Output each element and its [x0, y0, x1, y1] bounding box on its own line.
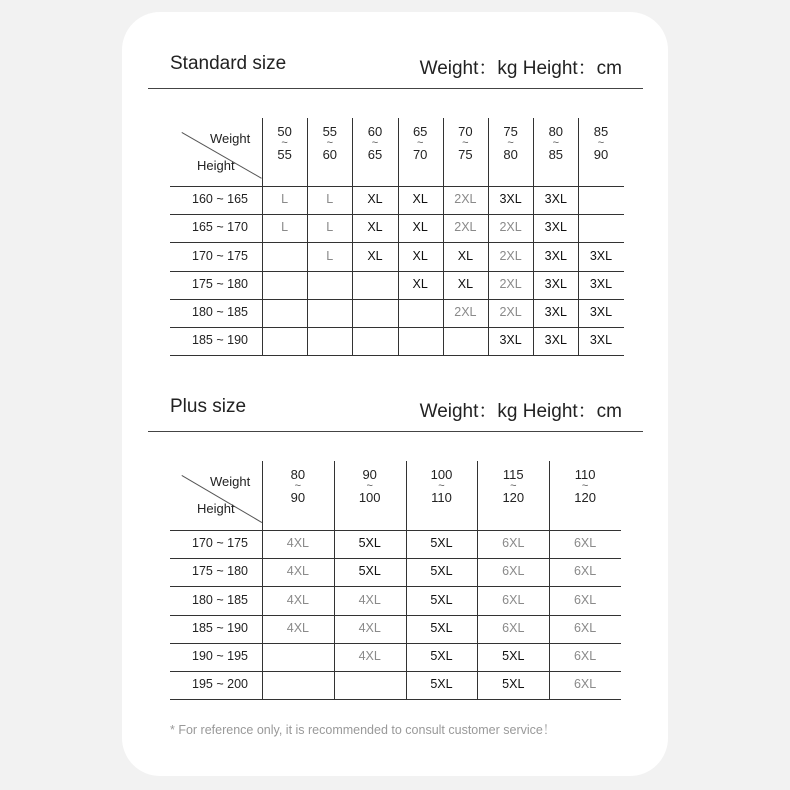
size-cell: 3XL — [589, 248, 613, 263]
plus-title-divider — [148, 431, 643, 432]
size-cell: XL — [457, 276, 474, 291]
weight-range-end: 70 — [412, 147, 428, 162]
height-row-label: 170 ~ 175 — [192, 536, 248, 551]
height-row-label: 175 ~ 180 — [192, 276, 248, 291]
size-cell: 3XL — [544, 220, 567, 235]
size-cell: 3XL — [589, 333, 613, 348]
size-cell: 5XL — [430, 677, 453, 692]
size-cell: 3XL — [544, 248, 567, 263]
size-cell: 6XL — [573, 564, 597, 579]
row-divider — [170, 671, 621, 672]
size-cell: XL — [457, 248, 474, 263]
weight-range-start: 75 — [503, 124, 518, 139]
row-divider — [170, 558, 621, 559]
size-cell: 2XL — [499, 304, 522, 319]
row-divider — [170, 615, 621, 616]
height-row-label: 190 ~ 195 — [192, 648, 248, 663]
range-tilde: ~ — [510, 480, 517, 492]
weight-range-end: 120 — [574, 490, 596, 505]
weight-column-header — [581, 124, 621, 162]
weight-range-start: 85 — [593, 124, 609, 139]
size-cell: L — [326, 248, 334, 263]
weight-column-header — [278, 467, 318, 505]
size-cell: XL — [412, 192, 428, 207]
size-cell: 4XL — [358, 648, 381, 663]
range-tilde: ~ — [581, 480, 589, 492]
column-divider — [262, 118, 263, 355]
size-cell: 2XL — [499, 276, 522, 291]
height-row-label: 180 ~ 185 — [192, 592, 248, 607]
size-cell: 6XL — [573, 536, 597, 551]
range-tilde: ~ — [326, 137, 334, 149]
size-cell: XL — [367, 248, 383, 263]
weight-range-start: 100 — [430, 467, 453, 482]
size-cell: 2XL — [454, 220, 477, 235]
header-divider — [170, 530, 621, 531]
range-tilde: ~ — [462, 137, 469, 149]
height-row-label: 160 ~ 165 — [192, 192, 248, 207]
size-cell: 2XL — [499, 248, 522, 263]
size-cell: 5XL — [430, 620, 453, 635]
size-cell: 6XL — [502, 620, 525, 635]
height-row-label: 165 ~ 170 — [192, 220, 248, 235]
weight-column-header — [445, 124, 485, 162]
range-tilde: ~ — [281, 137, 288, 149]
height-row-label: 195 ~ 200 — [192, 677, 248, 692]
range-tilde: ~ — [438, 480, 445, 492]
column-divider — [578, 118, 579, 355]
size-cell: 5XL — [430, 536, 453, 551]
column-divider — [262, 461, 263, 699]
weight-range-start: 50 — [277, 124, 292, 139]
size-cell: 3XL — [544, 333, 567, 348]
corner-weight-label: Weight — [210, 131, 251, 146]
size-cell: L — [326, 192, 334, 207]
row-divider — [170, 643, 621, 644]
weight-range-end: 85 — [548, 147, 564, 162]
size-cell: 2XL — [499, 220, 522, 235]
weight-range-end: 100 — [358, 490, 381, 505]
weight-column-header — [565, 467, 605, 505]
size-cell: 2XL — [454, 304, 477, 319]
size-cell: 4XL — [286, 592, 310, 607]
size-cell: 4XL — [286, 536, 310, 551]
range-tilde: ~ — [507, 137, 514, 149]
weight-column-header — [310, 124, 350, 162]
weight-column-header — [350, 467, 390, 505]
column-divider — [549, 461, 550, 699]
size-cell: 5XL — [358, 536, 381, 551]
size-cell: 6XL — [573, 620, 597, 635]
range-tilde: ~ — [552, 137, 560, 149]
size-cell: 3XL — [544, 304, 567, 319]
range-tilde: ~ — [597, 137, 605, 149]
standard-size-title: Standard size — [170, 53, 287, 74]
weight-column-header — [355, 124, 395, 162]
size-cell: 6XL — [573, 648, 597, 663]
plus-size-title: Plus size — [170, 396, 247, 417]
range-tilde: ~ — [294, 480, 302, 492]
column-divider — [533, 118, 534, 355]
size-cell: 6XL — [502, 536, 525, 551]
size-cell: 5XL — [430, 592, 453, 607]
column-divider — [406, 461, 407, 699]
reference-footnote: * For reference only, it is recommended to consult customer service！ — [170, 723, 556, 737]
weight-range-start: 110 — [574, 467, 596, 482]
weight-range-start: 80 — [290, 467, 306, 482]
weight-range-start: 65 — [412, 124, 428, 139]
size-cell: 3XL — [544, 192, 567, 207]
row-divider — [170, 271, 624, 272]
standard-units-label: Weight：kg Height：cm — [419, 58, 622, 79]
weight-range-end: 75 — [458, 147, 473, 162]
height-row-label: 180 ~ 185 — [192, 304, 248, 319]
size-cell: 3XL — [589, 276, 613, 291]
column-divider — [488, 118, 489, 355]
row-divider — [170, 699, 621, 700]
size-cell: 6XL — [502, 564, 525, 579]
size-cell: L — [281, 192, 289, 207]
row-divider — [170, 214, 624, 215]
column-divider — [334, 461, 335, 699]
size-cell: L — [326, 220, 334, 235]
plus-units-label: Weight：kg Height：cm — [419, 401, 622, 422]
size-cell: L — [281, 220, 289, 235]
size-cell: 4XL — [358, 620, 381, 635]
row-divider — [170, 586, 621, 587]
size-cell: XL — [412, 276, 428, 291]
size-cell: 4XL — [286, 620, 310, 635]
weight-range-start: 70 — [458, 124, 473, 139]
weight-column-header — [265, 124, 305, 162]
size-cell: XL — [367, 220, 383, 235]
weight-column-header — [422, 467, 462, 505]
weight-column-header — [491, 124, 531, 162]
size-cell: 4XL — [358, 592, 381, 607]
size-cell: 5XL — [502, 648, 525, 663]
column-divider — [307, 118, 308, 355]
size-cell: 3XL — [499, 192, 522, 207]
column-divider — [398, 118, 399, 355]
size-cell: 5XL — [358, 564, 381, 579]
size-cell: 3XL — [589, 304, 613, 319]
weight-column-header — [400, 124, 440, 162]
row-divider — [170, 355, 624, 356]
size-cell: XL — [367, 192, 383, 207]
size-cell: 6XL — [573, 592, 597, 607]
size-cell: 5XL — [502, 677, 525, 692]
size-cell: 6XL — [502, 592, 525, 607]
range-tilde: ~ — [416, 137, 424, 149]
column-divider — [477, 461, 478, 699]
weight-range-start: 90 — [362, 467, 377, 482]
column-divider — [352, 118, 353, 355]
size-cell: XL — [412, 248, 428, 263]
size-cell: 5XL — [430, 648, 453, 663]
standard-title-divider — [148, 88, 643, 89]
weight-range-end: 65 — [367, 147, 383, 162]
size-cell: XL — [412, 220, 428, 235]
height-row-label: 185 ~ 190 — [192, 333, 248, 348]
size-cell: 6XL — [573, 677, 597, 692]
header-divider — [170, 186, 624, 187]
row-divider — [170, 242, 624, 243]
weight-range-start: 55 — [322, 124, 338, 139]
column-divider — [443, 118, 444, 355]
height-row-label: 185 ~ 190 — [192, 620, 248, 635]
weight-range-end: 60 — [322, 147, 338, 162]
height-row-label: 175 ~ 180 — [192, 564, 248, 579]
weight-range-start: 60 — [367, 124, 383, 139]
weight-range-end: 55 — [277, 147, 292, 162]
weight-range-end: 120 — [502, 490, 525, 505]
corner-height-label: Height — [197, 501, 235, 516]
weight-range-end: 90 — [593, 147, 609, 162]
size-cell: 3XL — [544, 276, 567, 291]
weight-range-start: 115 — [502, 467, 524, 482]
range-tilde: ~ — [366, 480, 373, 492]
size-cell: 4XL — [286, 564, 310, 579]
weight-column-header — [493, 467, 533, 505]
size-cell: 3XL — [499, 333, 522, 348]
height-row-label: 170 ~ 175 — [192, 248, 248, 263]
weight-range-end: 110 — [431, 490, 452, 505]
size-cell: 2XL — [454, 192, 477, 207]
corner-height-label: Height — [197, 158, 235, 173]
weight-range-end: 80 — [503, 147, 518, 162]
row-divider — [170, 327, 624, 328]
range-tilde: ~ — [371, 137, 379, 149]
weight-column-header — [536, 124, 576, 162]
size-cell: 5XL — [430, 564, 453, 579]
weight-range-end: 90 — [290, 490, 306, 505]
corner-weight-label: Weight — [210, 474, 251, 489]
weight-range-start: 80 — [548, 124, 564, 139]
row-divider — [170, 299, 624, 300]
